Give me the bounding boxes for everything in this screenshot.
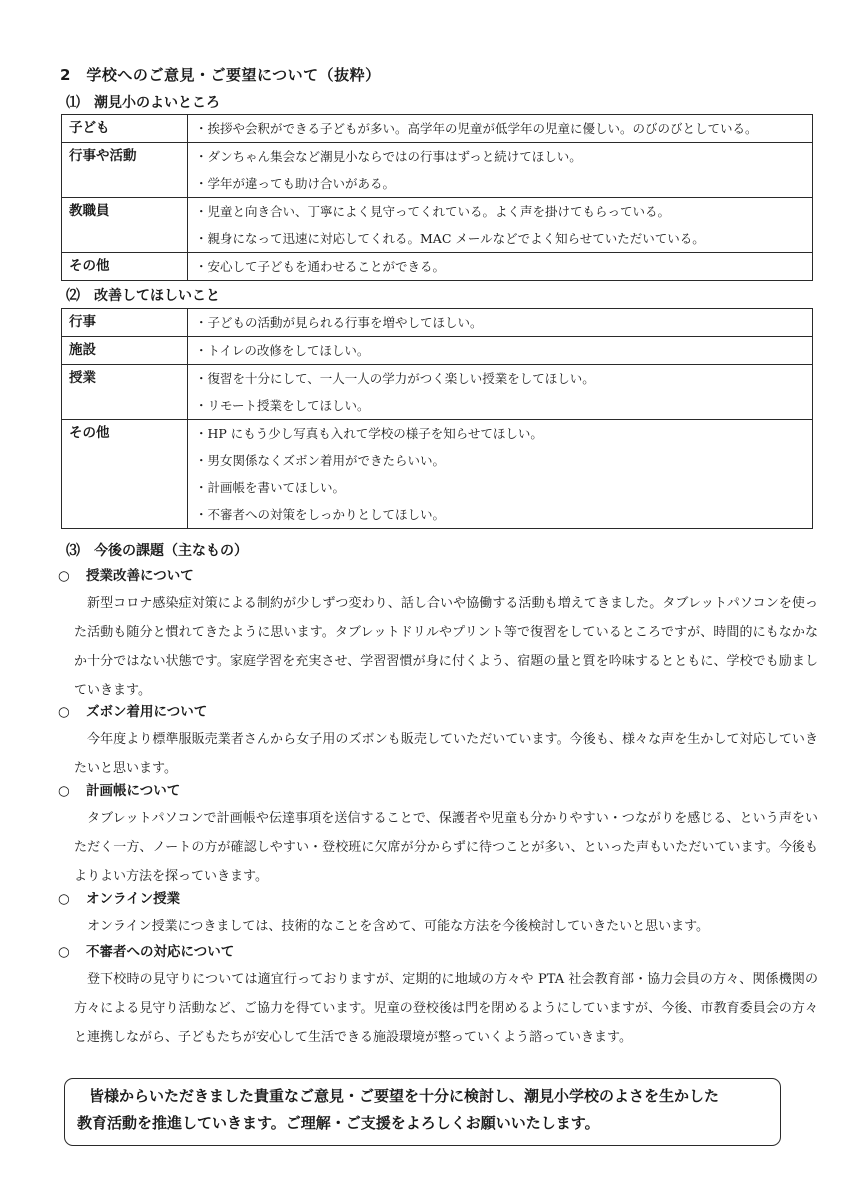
category-cell: 行事や活動 bbox=[62, 143, 188, 198]
topic-planner bbox=[58, 781, 818, 891]
topic-heading: 不審者への対応について bbox=[86, 944, 235, 960]
category-cell: 行事 bbox=[62, 309, 188, 337]
list-item: ・男女関係なくズボン着用ができたらいい。 bbox=[195, 453, 446, 468]
topic-body: タブレットパソコンで計画帳や伝達事項を送信することで、保護者や児童も分かりやすい・つながりを感じる、という声をいただく一方、ノートの方が確認しやすい・登校班に欠席が分からずに待つことが多い、といった声もいただいています。今後もよりよい方法を探っていきます。 bbox=[74, 811, 818, 884]
topic-suspicious-persons bbox=[58, 942, 818, 1052]
items-cell bbox=[188, 198, 813, 253]
items-cell bbox=[188, 309, 813, 337]
items-cell bbox=[188, 420, 813, 529]
circle-bullet-icon: ○ bbox=[58, 783, 70, 799]
topic-heading: オンライン授業 bbox=[86, 891, 181, 907]
circle-bullet-icon: ○ bbox=[58, 944, 70, 960]
list-item: ・復習を十分にして、一人一人の学力がつく楽しい授業をしてほしい。 bbox=[195, 371, 595, 386]
topic-body: オンライン授業につきましては、技術的なことを含めて、可能な方法を今後検討していきたいと思います。 bbox=[87, 919, 710, 934]
list-item: ・HP にもう少し写真も入れて学校の様子を知らせてほしい。 bbox=[195, 426, 543, 441]
circle-bullet-icon: ○ bbox=[58, 891, 70, 907]
topic-heading: 計画帳について bbox=[86, 783, 181, 799]
category-cell: その他 bbox=[62, 420, 188, 529]
table-row bbox=[62, 198, 813, 253]
topic-heading: ズボン着用について bbox=[86, 704, 208, 720]
category-cell: 子ども bbox=[62, 115, 188, 143]
circle-bullet-icon: ○ bbox=[58, 704, 70, 720]
closing-message-box bbox=[64, 1078, 781, 1146]
closing-line-2: 教育活動を推進していきます。ご理解・ご支援をよろしくお願いいたします。 bbox=[77, 1114, 600, 1132]
table-row bbox=[62, 337, 813, 365]
section-heading: 2 学校へのご意見・ご要望について（抜粋） bbox=[60, 66, 381, 84]
list-item: ・トイレの改修をしてほしい。 bbox=[195, 343, 370, 358]
circle-bullet-icon: ○ bbox=[58, 568, 70, 584]
topic-trousers bbox=[58, 702, 818, 783]
good-points-table bbox=[61, 114, 813, 281]
items-cell bbox=[188, 337, 813, 365]
table-row bbox=[62, 365, 813, 420]
table-row bbox=[62, 420, 813, 529]
good-points-title: ⑴ 潮見小のよいところ bbox=[66, 95, 220, 111]
challenges-title: ⑶ 今後の課題（主なもの） bbox=[66, 543, 248, 559]
list-item: ・安心して子どもを通わせることができる。 bbox=[195, 259, 446, 274]
items-cell bbox=[188, 143, 813, 198]
topic-body: 今年度より標準服販売業者さんから女子用のズボンも販売していただいています。今後も、様々な声を生かして対応していきたいと思います。 bbox=[74, 732, 818, 776]
closing-line-1: 皆様からいただきました貴重なご意見・ご要望を十分に検討し、潮見小学校のよさを生かした bbox=[89, 1087, 720, 1105]
improvements-table bbox=[61, 308, 813, 529]
list-item: ・児童と向き合い、丁寧によく見守ってくれている。よく声を掛けてもらっている。 bbox=[195, 204, 671, 219]
category-cell: 施設 bbox=[62, 337, 188, 365]
items-cell bbox=[188, 365, 813, 420]
table-row bbox=[62, 309, 813, 337]
list-item: ・ダンちゃん集会など潮見小ならではの行事はずっと続けてほしい。 bbox=[195, 149, 582, 164]
list-item: ・リモート授業をしてほしい。 bbox=[195, 398, 370, 413]
list-item: ・親身になって迅速に対応してくれる。MAC メールなどでよく知らせていただいている。 bbox=[195, 231, 705, 246]
category-cell: 授業 bbox=[62, 365, 188, 420]
topic-body: 登下校時の見守りについては適宜行っておりますが、定期的に地域の方々や PTA 社会教育部・協力会員の方々、関係機関の方々による見守り活動など、ご協力を得ています。児童の登校後は門を閉めるようにしていますが、今後、市教育委員会の方々と連携しながら、子どもたちが安心して生活できる施設環境が整っていくよう諮っていきます。 bbox=[74, 972, 818, 1045]
topic-body: 新型コロナ感染症対策による制約が少しずつ変わり、話し合いや協働する活動も増えてきました。タブレットパソコンを使った活動も随分と慣れてきたように思います。タブレットドリルやプリント等で復習をしているところですが、時間的にもなかなか十分ではない状態です。家庭学習を充実させ、学習習慣が身に付くよう、宿題の量と質を吟味するとともに、学校でも励ましていきます。 bbox=[74, 596, 818, 698]
list-item: ・挨拶や会釈ができる子どもが多い。高学年の児童が低学年の児童に優しい。のびのびとしている。 bbox=[195, 121, 758, 136]
table-row bbox=[62, 253, 813, 281]
topic-online-lessons bbox=[58, 889, 818, 941]
table-row bbox=[62, 143, 813, 198]
topic-lesson-improvement bbox=[58, 566, 818, 705]
list-item: ・学年が違っても助け合いがある。 bbox=[195, 176, 396, 191]
list-item: ・不審者への対策をしっかりとしてほしい。 bbox=[195, 507, 446, 522]
table-row bbox=[62, 115, 813, 143]
category-cell: その他 bbox=[62, 253, 188, 281]
list-item: ・子どもの活動が見られる行事を増やしてほしい。 bbox=[195, 315, 483, 330]
items-cell bbox=[188, 253, 813, 281]
list-item: ・計画帳を書いてほしい。 bbox=[195, 480, 346, 495]
improvements-title: ⑵ 改善してほしいこと bbox=[66, 288, 220, 304]
items-cell bbox=[188, 115, 813, 143]
topic-heading: 授業改善について bbox=[86, 568, 194, 584]
category-cell: 教職員 bbox=[62, 198, 188, 253]
